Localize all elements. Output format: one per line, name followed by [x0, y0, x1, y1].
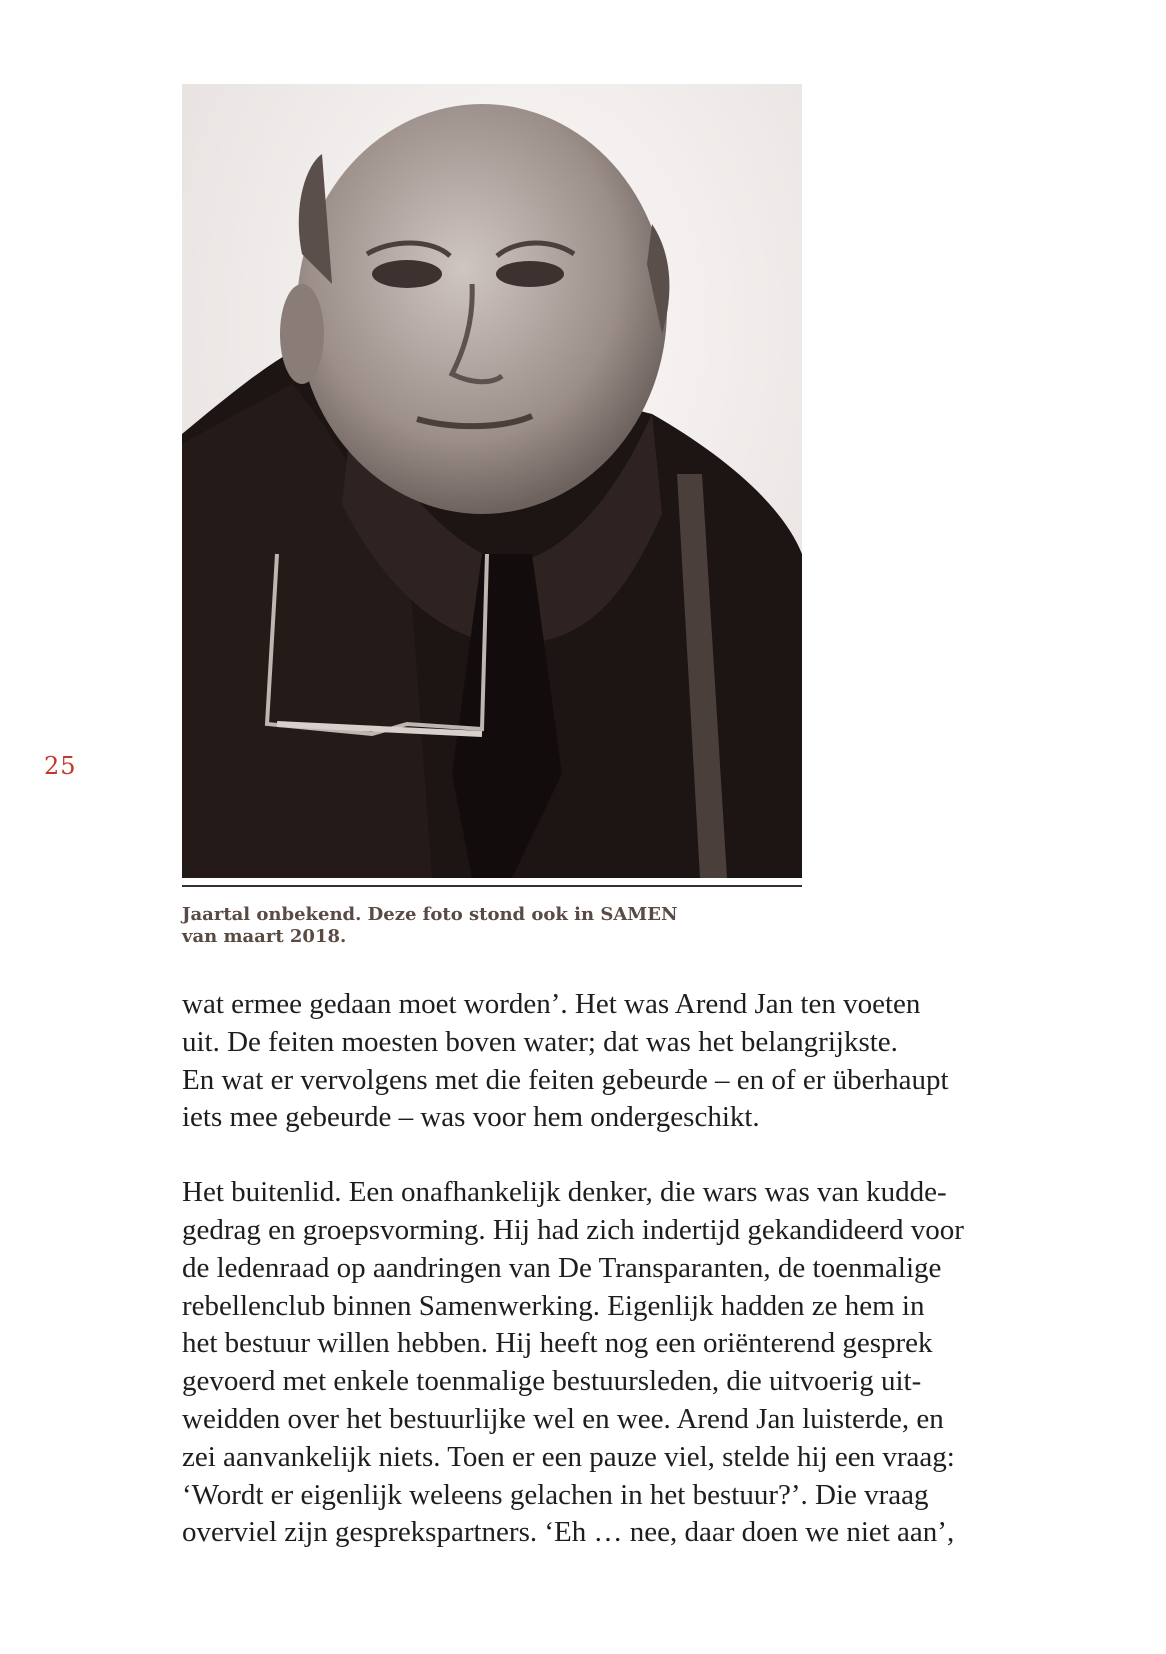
text-line: het bestuur willen hebben. Hij heeft nog een oriënterend gesprek	[182, 1327, 933, 1360]
text-line: iets mee gebeurde – was voor hem ondergeschikt.	[182, 1101, 760, 1134]
body-text	[182, 986, 1062, 1552]
paragraph-2	[182, 1174, 1062, 1552]
caption-divider	[182, 885, 802, 887]
text-line: En wat er vervolgens met die feiten gebeurde – en of er überhaupt	[182, 1063, 949, 1096]
page-number: 25	[44, 752, 77, 780]
text-line: overviel zijn gesprekspartners. ‘Eh … nee, daar doen we niet aan’,	[182, 1516, 955, 1549]
text-line: rebellenclub binnen Samenwerking. Eigenlijk hadden ze hem in	[182, 1289, 925, 1322]
text-line: weidden over het bestuurlijke wel en wee. Arend Jan luisterde, en	[182, 1402, 944, 1435]
paragraph-gap	[182, 1137, 1062, 1174]
caption-line: Jaartal onbekend. Deze foto stond ook in SAMEN	[182, 904, 678, 925]
portrait-photo	[182, 84, 802, 878]
text-line: de ledenraad op aandringen van De Transparanten, de toenmalige	[182, 1251, 942, 1284]
photo-caption	[182, 904, 802, 948]
caption-line: van maart 2018.	[182, 926, 347, 947]
text-line: gedrag en groepsvorming. Hij had zich indertijd gekandideerd voor	[182, 1213, 964, 1246]
text-line: gevoerd met enkele toenmalige bestuursleden, die uitvoerig uit-	[182, 1365, 922, 1398]
text-line: ‘Wordt er eigenlijk weleens gelachen in het bestuur?’. Die vraag	[182, 1478, 929, 1511]
text-line: wat ermee gedaan moet worden’. Het was Arend Jan ten voeten	[182, 988, 921, 1020]
text-line: Het buitenlid. Een onafhankelijk denker, die wars was van kudde-	[182, 1176, 947, 1209]
text-line: uit. De feiten moesten boven water; dat was het belangrijkste.	[182, 1025, 898, 1058]
paragraph-1	[182, 986, 1062, 1137]
text-line: zei aanvankelijk niets. Toen er een pauze viel, stelde hij een vraag:	[182, 1440, 955, 1473]
portrait-photo-icon	[182, 84, 802, 878]
